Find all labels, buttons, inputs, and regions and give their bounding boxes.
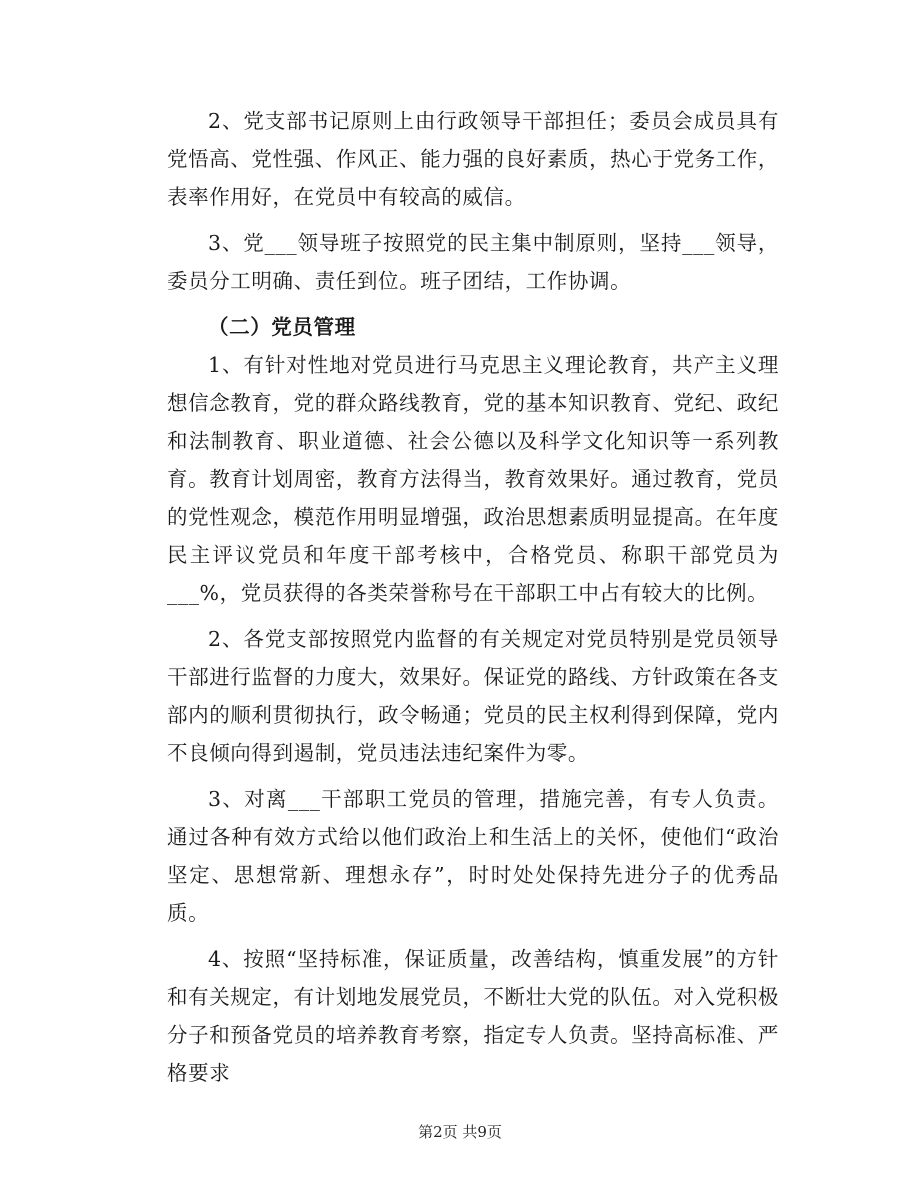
paragraph-5: 3、对离___干部职工党员的管理，措施完善，有专人负责。通过各种有效方式给以他们政治上和生活上的关怀，使他们“政治坚定、思想常新、理想永存”，时时处处保持先进分子的优秀品质。	[167, 787, 779, 925]
paragraph-3: 1、有针对性地对党员进行马克思主义理论教育，共产主义理想信念教育，党的群众路线教育，党的基本知识教育、党纪、政纪和法制教育、职业道德、社会公德以及科学文化知识等一系列教育。教育计划周密，教育方法得当，教育效果好。通过教育，党员的党性观念，模范作用明显增强，政治思想素质明显提高。在年度民主评议党员和年度干部考核中，合格党员、称职干部党员为___%，党员获得的各类荣誉称号在干部职工中占有较大的比例。	[167, 353, 779, 605]
paragraph-4: 2、各党支部按照党内监督的有关规定对党员特别是党员领导干部进行监督的力度大，效果好。保证党的路线、方针政策在各支部内的顺利贯彻执行，政令畅通；党员的民主权利得到保障，党内不良倾向得到遏制，党员违法违纪案件为零。	[167, 627, 779, 765]
document-body	[167, 102, 779, 1092]
paragraph-1: 2、党支部书记原则上由行政领导干部担任；委员会成员具有党悟高、党性强、作风正、能力强的良好素质，热心于党务工作，表率作用好，在党员中有较高的威信。	[167, 109, 779, 209]
section-heading-party-member-management: （二）党员管理	[208, 315, 356, 339]
paragraph-2: 3、党___领导班子按照党的民主集中制原则，坚持___领导，委员分工明确、责任到位。班子团结，工作协调。	[167, 231, 779, 293]
page-number-footer: 第2页 共9页	[418, 1123, 502, 1141]
paragraph-6: 4、按照“坚持标准，保证质量，改善结构，慎重发展”的方针和有关规定，有计划地发展党员，不断壮大党的队伍。对入党积极分子和预备党员的培养教育考察，指定专人负责。坚持高标准、严格要求	[167, 947, 779, 1085]
